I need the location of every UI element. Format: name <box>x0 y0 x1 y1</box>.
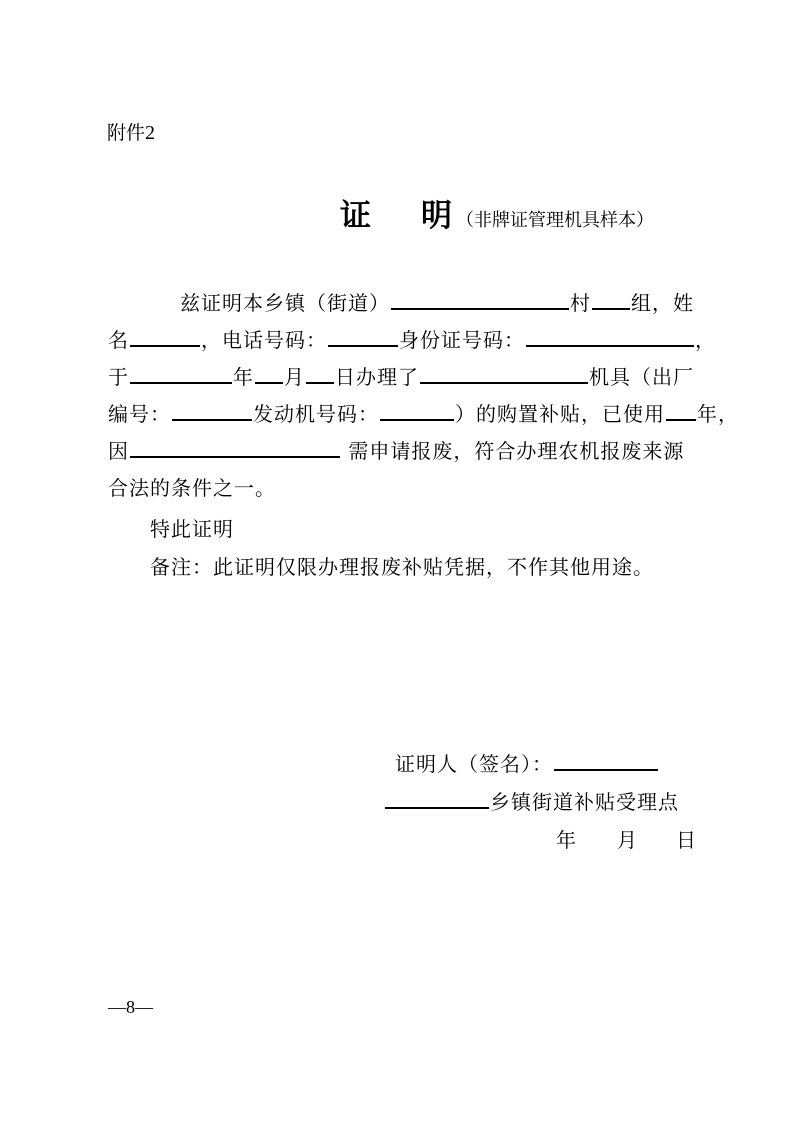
line3-text-b: 年 <box>233 365 254 389</box>
line3-text-a: 于 <box>108 365 129 389</box>
line2-text-c: 身份证号码： <box>399 328 525 352</box>
attachment-label-text: 附件 <box>107 122 146 144</box>
remark: 备注：此证明仅限办理报废补贴凭据，不作其他用途。 <box>150 555 654 579</box>
office-suffix: 乡镇街道补贴受理点 <box>490 790 679 814</box>
line4-text-d: 年， <box>697 402 739 426</box>
date-day: 日 <box>676 828 697 852</box>
blank-id-number[interactable] <box>526 331 694 347</box>
line4-text-b: 发动机号码： <box>253 402 379 426</box>
body-line-2 <box>108 324 716 353</box>
blank-factory-number[interactable] <box>172 405 252 421</box>
line2-text-b: ，电话号码： <box>201 328 327 352</box>
title-char-1: 证 <box>340 198 371 234</box>
body-line-1 <box>180 287 694 316</box>
signer-label: 证明人（签名）： <box>395 752 553 776</box>
line1-text-a: 兹证明本乡镇（街道） <box>180 291 390 315</box>
document-title <box>340 190 654 235</box>
date-year: 年 <box>556 828 577 852</box>
body-line-5 <box>108 435 684 464</box>
line5-text-b: 需申请报废，符合办理农机报废来源 <box>348 439 685 463</box>
title-subtitle: （非牌证管理机具样本） <box>456 210 654 231</box>
special-statement: 特此证明 <box>150 517 234 541</box>
blank-day[interactable] <box>306 368 334 384</box>
line5-text-a: 因 <box>108 439 129 463</box>
blank-reason[interactable] <box>130 442 340 458</box>
line1-text-b: 村 <box>570 291 591 315</box>
line3-text-d: 日办理了 <box>335 365 419 389</box>
line4-text-a: 编号： <box>108 402 171 426</box>
line2-text-d: ， <box>695 328 716 352</box>
line4-text-c: ）的购置补贴，已使用 <box>455 402 665 426</box>
blank-years-used[interactable] <box>666 405 696 421</box>
blank-name[interactable] <box>130 331 200 347</box>
blank-signature[interactable] <box>554 755 658 771</box>
blank-township[interactable] <box>385 793 489 809</box>
line2-text-a: 名 <box>108 328 129 352</box>
title-char-2: 明 <box>421 198 452 234</box>
attachment-number: 2 <box>145 122 156 144</box>
date-month: 月 <box>617 828 638 852</box>
line3-text-c: 月 <box>284 365 305 389</box>
blank-machine[interactable] <box>420 368 588 384</box>
blank-month[interactable] <box>255 368 283 384</box>
blank-engine-number[interactable] <box>380 405 454 421</box>
attachment-label <box>107 118 155 145</box>
body-line-6: 合法的条件之一。 <box>108 476 276 500</box>
blank-phone[interactable] <box>328 331 398 347</box>
line3-text-e: 机具（出厂 <box>589 365 694 389</box>
body-line-3 <box>108 361 694 390</box>
blank-group[interactable] <box>592 294 630 310</box>
body-line-4 <box>108 398 739 427</box>
blank-year[interactable] <box>130 368 232 384</box>
office-line <box>384 786 679 815</box>
blank-village[interactable] <box>391 294 569 310</box>
signer-line <box>395 748 659 777</box>
page-number: —8— <box>108 997 153 1017</box>
line1-text-c: 组，姓 <box>631 291 694 315</box>
